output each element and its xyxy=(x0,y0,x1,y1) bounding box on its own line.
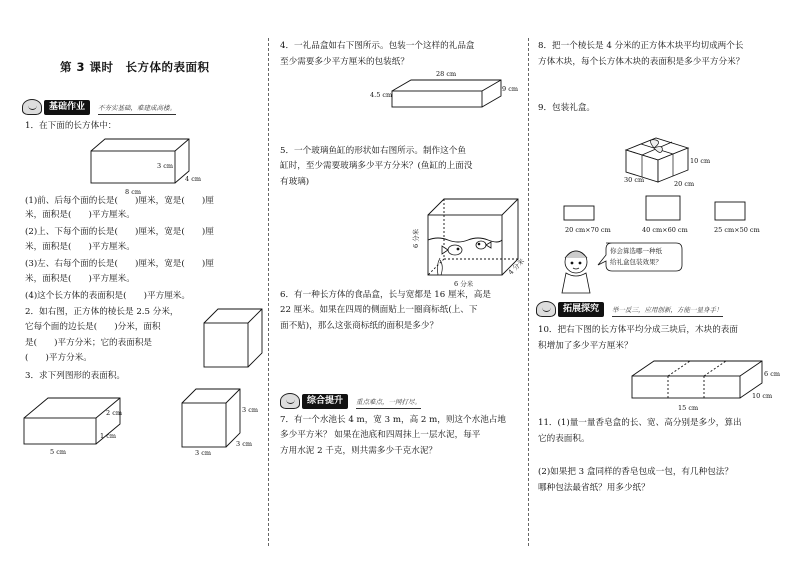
q8-line-1: 8．把一个棱长是 4 分米的正方体木块平均切成两个长 xyxy=(538,41,744,51)
q1-line-5: (3)左、右每个面的长是( )厘米，宽是( )厘 xyxy=(25,259,214,269)
q4-line-1: 4．一礼品盒如右下图所示。包装一个这样的礼品盒 xyxy=(280,41,475,51)
q3-fig2-width-label: 3 cm xyxy=(236,440,253,448)
q6-line-3: 面不贴)，那么这张商标纸的面积是多少？ xyxy=(280,321,439,331)
q11-a-line-2: 它的表面积。 xyxy=(538,434,590,444)
q2-line-3: 是( )平方分米；它的表面积是 xyxy=(25,338,153,348)
section-label: 拓展探究 xyxy=(558,302,604,317)
section-label: 基础作业 xyxy=(44,100,90,115)
q3-stem: 3．求下列图形的表面积。 xyxy=(25,371,125,381)
q10-line-1: 10．把右下图的长方体平均分成三块后，木块的表面 xyxy=(538,325,738,335)
q1-line-2: 米，面积是( )平方厘米。 xyxy=(25,210,135,220)
q2-line-4: ( )平方分米。 xyxy=(25,353,92,363)
paper-option-2-label: 40 cm×60 cm xyxy=(642,226,688,234)
q5-height-label: 6 分米 xyxy=(412,228,420,248)
page-title: 第 3 课时 长方体的表面积 xyxy=(60,60,210,74)
q9-dim-b-label: 30 cm xyxy=(624,176,645,184)
q10-line-2: 积增加了多少平方厘米？ xyxy=(538,341,633,351)
section-label: 综合提升 xyxy=(302,394,348,409)
q6-line-2: 22 厘米。如果在四周的侧面贴上一圈商标纸(上、下 xyxy=(280,305,478,315)
q3-fig2-height-label: 3 cm xyxy=(242,406,259,414)
bubble-line-1: 你会算选哪一种纸 xyxy=(610,247,662,255)
paper-option-3-label: 25 cm×50 cm xyxy=(714,226,760,234)
q10-width-label: 10 cm xyxy=(752,392,773,400)
q11-a-line-1: 11．(1)量一量香皂盒的长、宽、高分别是多少，算出 xyxy=(538,418,742,428)
q3-fig2-length-label: 3 cm xyxy=(195,449,212,457)
q7-line-1: 7．有一个水池长 4 m，宽 3 m，高 2 m，则这个水池占地 xyxy=(280,415,506,425)
q3-fig1-height-label: 1 cm xyxy=(100,432,117,440)
q5-line-1: 5．一个玻璃鱼缸的形状如右图所示。制作这个鱼 xyxy=(280,146,466,156)
q1-line-6: 米，面积是( )平方厘米。 xyxy=(25,274,135,284)
q1-length-label: 8 cm xyxy=(125,188,142,196)
q4-line-2: 至少需要多少平方厘米的包装纸？ xyxy=(280,57,409,67)
column-2 xyxy=(268,0,528,568)
q5-length-label: 6 分米 xyxy=(454,280,474,288)
q3-figures xyxy=(0,0,268,568)
q1-line-4: 米，面积是( )平方厘米。 xyxy=(25,242,135,252)
q5-fish-tank-figure xyxy=(268,0,528,568)
q1-width-label: 4 cm xyxy=(185,175,202,183)
column-1 xyxy=(0,0,268,568)
q11-b-line-2: 哪种包法最省纸？用多少纸？ xyxy=(538,483,650,493)
q9-stem: 9．包装礼盒。 xyxy=(538,103,596,113)
q1-stem: 1．在下面的长方体中： xyxy=(25,121,117,131)
q1-line-3: (2)上、下每个面的长是( )厘米，宽是( )厘 xyxy=(25,227,214,237)
water-plant xyxy=(437,258,442,275)
q6-line-1: 6．有一种长方体的食品盒，长与宽都是 16 厘米，高是 xyxy=(280,290,491,300)
column-3 xyxy=(528,0,794,568)
section-motto: 重点难点，一网打尽。 xyxy=(356,397,421,409)
bubble-line-2: 给礼盒包装效果？ xyxy=(610,258,662,266)
section-motto: 不夯实基础，难建成高楼。 xyxy=(98,103,176,115)
fish-icon-2 xyxy=(476,241,491,249)
q1-height-label: 3 cm xyxy=(157,162,174,170)
q4-width-label: 4.5 cm xyxy=(370,91,393,99)
paper-option-1-label: 20 cm×70 cm xyxy=(565,226,611,234)
q9-dim-a-label: 10 cm xyxy=(690,157,711,165)
q3-fig1-length-label: 5 cm xyxy=(50,448,67,456)
section-motto: 举一反三，应用创新，方能一显身手！ xyxy=(612,305,723,317)
q1-line-1: (1)前、后每个面的长是( )厘米，宽是( )厘 xyxy=(25,196,214,206)
q8-line-2: 方体木块，每个长方体木块的表面积是多少平方分米？ xyxy=(538,57,745,67)
q11-b-line-1: (2)如果把 3 盒同样的香皂包成一包，有几种包法？ xyxy=(538,467,733,477)
q10-length-label: 15 cm xyxy=(678,404,699,412)
q2-line-2: 它每个面的边长是( )分米，面积 xyxy=(25,322,161,332)
q5-line-2: 缸时，至少需要玻璃多少平方分米？(鱼缸的上面没 xyxy=(280,161,473,171)
fish-icon xyxy=(442,245,462,255)
q5-line-3: 有玻璃) xyxy=(280,177,310,187)
q10-height-label: 6 cm xyxy=(764,370,781,378)
q1-line-7: (4)这个长方体的表面积是( )平方厘米。 xyxy=(25,291,190,301)
q9-dim-c-label: 20 cm xyxy=(674,180,695,188)
q5-width-label: 4 分米 xyxy=(506,257,526,277)
q2-line-1: 2．如右图，正方体的棱长是 2.5 分米， xyxy=(25,307,179,317)
q4-height-label: 9 cm xyxy=(502,85,519,93)
q7-line-2: 多少平方米？ 如果在池底和四周抹上一层水泥，每平 xyxy=(280,430,481,440)
q7-line-3: 方用水泥 2 千克，则共需多少千克水泥？ xyxy=(280,446,438,456)
q4-length-label: 28 cm xyxy=(436,70,457,78)
cartoon-girl-icon xyxy=(280,393,300,409)
q3-fig1-width-label: 2 cm xyxy=(106,409,123,417)
section-banner-combined xyxy=(280,393,421,409)
